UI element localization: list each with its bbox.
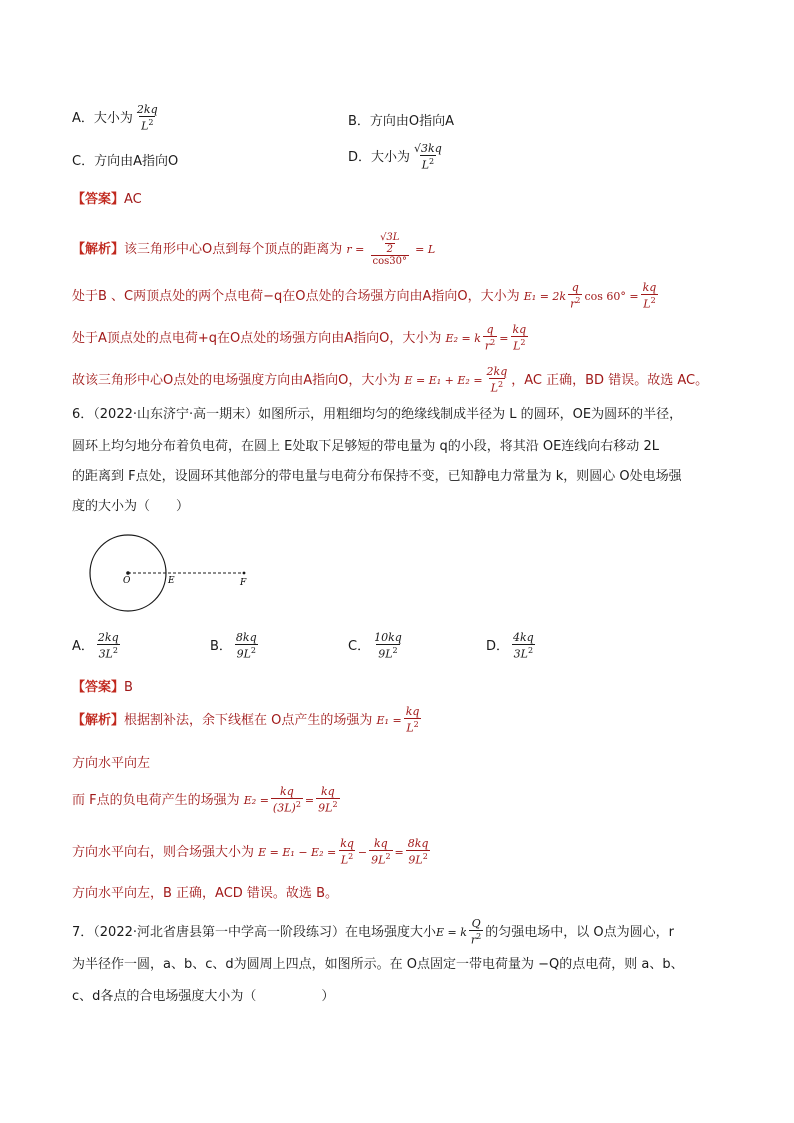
q6-analysis-line-4: 方向水平向右，则合场强大小为 E = E₁ − E₂ = $\frac{kq}{L^2}$ − $\frac{kq}{9L^2}$ = $\frac{8kq}{9L^2}$ xyxy=(72,837,429,867)
q6-stem-line-1: 6．（2022·山东济宁·高一期末）如图所示，用粗细均匀的绝缘线制成半径为 L 的圆环，OE为圆环的半径， xyxy=(72,407,683,422)
q6-stem-line-3: 的距离到 F点处，设圆环其他部分的带电量与电荷分布保持不变，已知静电力常量为 k，则圆心 O处电场强 xyxy=(72,469,682,484)
q6-analysis-line-3: 而 F点的负电荷产生的场强为 E₂ = $\frac{kq}{(3L)^2}$ = $\frac{kq}{9L^2}$ xyxy=(72,785,338,815)
q6-option-c: C． $\frac{10kq}{9L^2}$ xyxy=(348,631,402,661)
q6-analysis-line-5: 方向水平向左，B 正确，ACD 错误。故选 B。 xyxy=(72,886,338,901)
q5-option-a: A．大小为 $\frac{2kq}{L^2}$ xyxy=(72,103,158,133)
q6-analysis-line-1: 【解析】根据割补法，余下线框在 O点产生的场强为 E₁ = $\frac{kq}{L^2}$ xyxy=(72,705,420,735)
q6-stem-line-2: 圆环上均匀地分布着负电荷，在圆上 E处取下足够短的带电量为 q的小段，将其沿 OE连线向右移动 2L xyxy=(72,439,659,454)
q7-stem-line-1: 7．（2022·河北省唐县第一中学高一阶段练习）在电场强度大小E = k $\frac{Q}{r^2}$ 的匀强电场中，以 O点为圆心，r xyxy=(72,917,674,947)
q7-stem-line-3: c、d各点的合电场强度大小为（ ） xyxy=(72,989,335,1004)
q5-option-b: B．方向由O指向A xyxy=(348,114,455,129)
q5-option-c: C．方向由A指向O xyxy=(72,154,179,169)
label-o: O xyxy=(123,576,131,586)
q5-answer: 【答案】AC xyxy=(72,192,142,207)
point-f xyxy=(243,572,246,575)
label-e: E xyxy=(168,576,175,586)
q5-analysis-line-4: 故该三角形中心O点处的电场强度方向由A指向O，大小为 E = E₁ + E₂ = $\frac{2kq}{L^2}$ ，AC 正确，BD 错误。故选 AC。 xyxy=(72,365,709,395)
q5-analysis-line-1: 【解析】该三角形中心O点到每个顶点的距离为 r = √3L 2 cos30° = L xyxy=(72,232,436,267)
q6-option-d: D． $\frac{4kq}{3L^2}$ xyxy=(486,631,534,661)
q6-answer: 【答案】B xyxy=(72,680,133,695)
q6-option-a: A． $\frac{2kq}{3L^2}$ xyxy=(72,631,119,661)
q6-option-b: B． $\frac{8kq}{9L^2}$ xyxy=(210,631,257,661)
q6-analysis-line-2: 方向水平向左 xyxy=(72,756,151,771)
q6-stem-line-4: 度的大小为（ ） xyxy=(72,499,190,514)
q7-stem-line-2: 为半径作一圆，a、b、c、d为圆周上四点，如图所示。在 O点固定一带电荷量为 −Q的点电荷，则 a、b、 xyxy=(72,957,684,972)
q5-analysis-line-2: 处于B 、C两顶点处的两个点电荷−q在O点处的合场强方向由A指向O，大小为 E₁ = 2k $\frac{q}{r^2}$ cos 60° = $\frac{kq}{L^2}$ xyxy=(72,281,657,311)
q5-analysis-line-3: 处于A顶点处的点电荷+q在O点处的场强方向由A指向O，大小为 E₂ = k $\frac{q}{r^2}$ = $\frac{kq}{L^2}$ xyxy=(72,323,527,353)
q6-circle-figure xyxy=(86,530,266,620)
label-f: F xyxy=(240,578,247,588)
q5-option-d: D．大小为 $\frac{√3kq}{L^2}$ xyxy=(348,142,442,172)
